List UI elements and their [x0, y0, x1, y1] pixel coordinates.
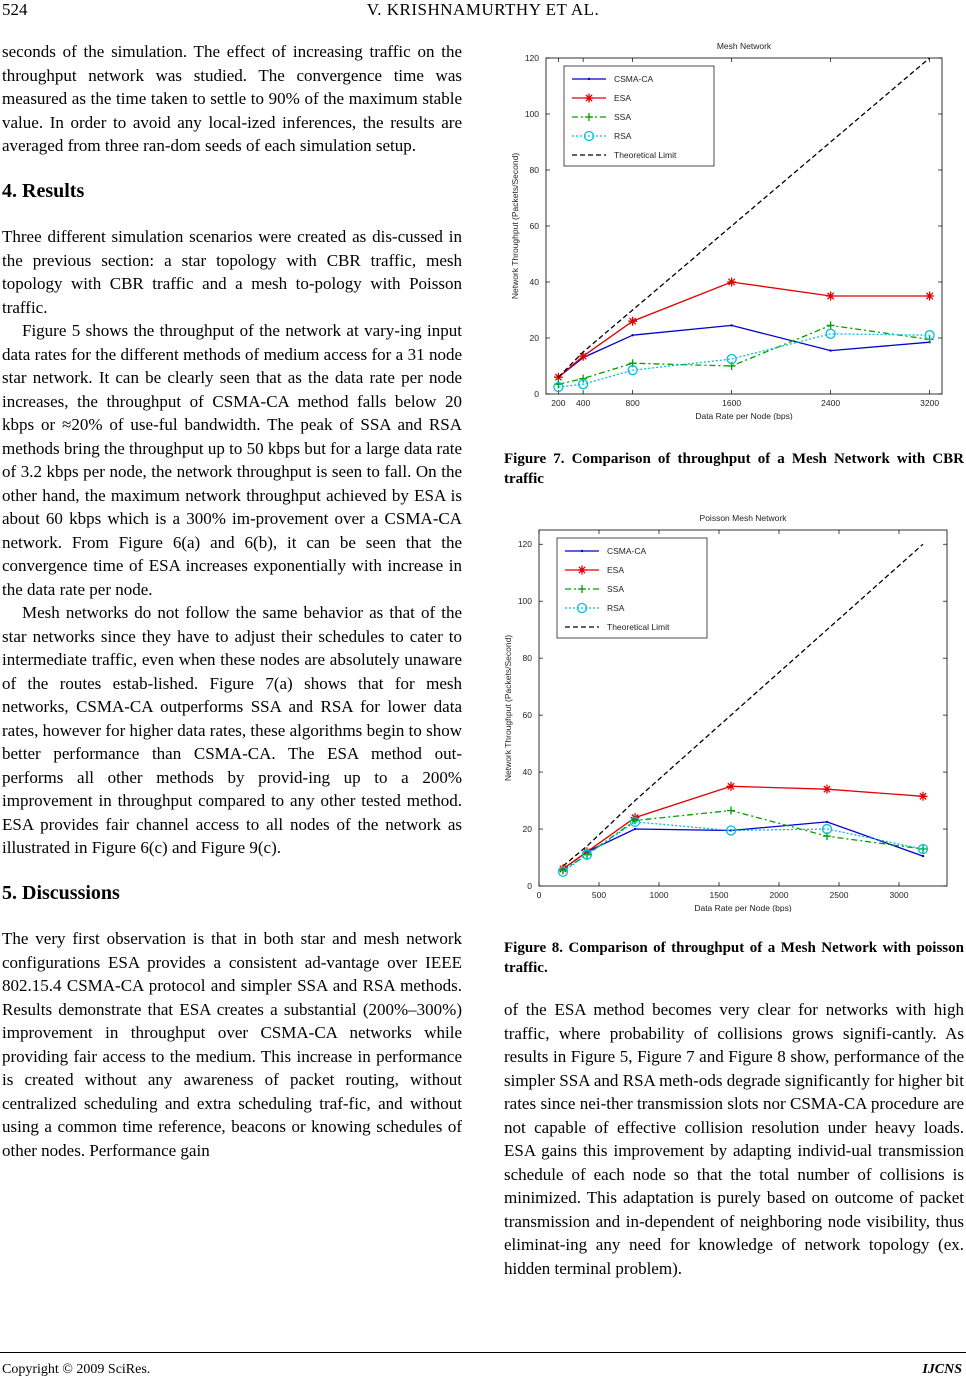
paragraph-2: Three different simulation scenarios were created as dis-cussed in the previous section: a star topology with CBR traffic, mesh topology with CBR traffic and a mesh to-pology with Poisson traffic.: [2, 227, 462, 317]
legend-label-0: CSMA-CA: [607, 546, 647, 556]
y-tick-label-3: 60: [529, 221, 539, 231]
x-tick-label-2: 1000: [649, 890, 669, 900]
x-tick-label-0: 0: [536, 890, 542, 900]
y-tick-label-6: 120: [517, 539, 532, 550]
figure-7-caption-block: [504, 449, 964, 489]
x-tick-label-6: 3000: [889, 890, 909, 900]
x-tick-label-1: 400: [576, 398, 591, 408]
chart-title: Mesh Network: [716, 41, 772, 51]
y-tick-label-5: 100: [517, 596, 532, 607]
left-column: [2, 40, 462, 1162]
x-tick-label-4: 2400: [821, 398, 841, 408]
csma-ca-marker-2: [634, 828, 636, 830]
x-axis-label: Data Rate per Node (bps): [694, 903, 792, 912]
footer-copyright: Copyright © 2009 SciRes.: [2, 1362, 151, 1377]
chart-title: Poisson Mesh Network: [699, 513, 787, 523]
y-tick-label-4: 80: [529, 165, 539, 175]
legend-label-4: Theoretical Limit: [607, 622, 670, 632]
y-tick-label-5: 100: [524, 109, 539, 119]
y-tick-label-1: 20: [529, 333, 539, 343]
y-tick-label-1: 20: [522, 824, 532, 835]
section-heading-discussions: 5. Discussions: [2, 881, 120, 904]
paragraph-6: of the ESA method becomes very clear for networks with high traffic, where probability of collisions grows signifi-cantly. As results in Figure 5, Figure 7 and Figure 8 show, performance of the simpler SSA and RSA meth-ods degrade significantly for higher bit rates since nei-ther transmission slots nor CSMA-CA procedure are not capable of effective collision resolution under heavy loads. ESA gains this improvement by adapting individ-ual transmission schedule of each node so that the total number of collisions is minimized. This adaptation is purely based on outcome of packet transmission and in-dependent of neighboring node visibility, thus eliminat-ing any need for knowledge of network topology (ex. hidden terminal problem).: [504, 1000, 964, 1278]
x-tick-label-3: 1500: [709, 890, 729, 900]
right-column-text: [504, 998, 964, 1280]
csma-ca-marker-legend: [581, 550, 583, 552]
x-axis-label: Data Rate per Node (bps): [695, 411, 793, 420]
figure-8: [504, 510, 966, 917]
y-tick-label-3: 60: [522, 710, 532, 721]
figure-8-caption: Figure 8. Comparison of throughput of a Mesh Network with poisson traffic.: [504, 940, 964, 976]
x-tick-label-2: 800: [625, 398, 640, 408]
legend-label-2: SSA: [607, 584, 625, 594]
y-tick-label-6: 120: [524, 53, 539, 63]
x-tick-label-1: 500: [591, 890, 607, 900]
x-tick-label-5: 2500: [829, 890, 849, 900]
y-tick-label-2: 40: [522, 767, 532, 778]
figure-8-caption-block: [504, 938, 964, 978]
x-tick-label-3: 1600: [722, 398, 742, 408]
section-heading-results: 4. Results: [2, 179, 85, 202]
csma-ca-marker-legend: [588, 78, 590, 80]
legend-label-4: Theoretical Limit: [614, 150, 677, 160]
legend-label-1: ESA: [607, 565, 625, 575]
y-axis-label: Network Throughput (Packets/Second): [510, 152, 520, 300]
figure-7-caption: Figure 7. Comparison of throughput of a Mesh Network with CBR traffic: [504, 451, 964, 487]
figure-7: [504, 38, 966, 425]
csma-ca-marker-2: [631, 334, 633, 336]
csma-ca-marker-3: [730, 324, 732, 326]
footer-journal: IJCNS: [922, 1362, 962, 1377]
legend-label-1: ESA: [614, 93, 632, 103]
csma-ca-marker-4: [826, 821, 828, 823]
paragraph-1: seconds of the simulation. The effect of increasing traffic on the throughput network was studied. The convergence time was measured as the time taken to settle to 90% of the maximum stable value. In order to avoid any local-ized inferences, the results are averaged from three ran-dom seeds of each simulation setup.: [2, 42, 462, 155]
csma-ca-marker-4: [829, 349, 831, 351]
y-tick-label-4: 80: [522, 653, 532, 664]
footer-rule: [0, 1352, 966, 1353]
legend-label-3: RSA: [614, 131, 632, 141]
x-tick-label-0: 200: [551, 398, 566, 408]
y-tick-label-0: 0: [534, 389, 539, 399]
csma-ca-marker-5: [922, 855, 924, 857]
x-tick-label-4: 2000: [769, 890, 789, 900]
running-header: V. KRISHNAMURTHY ET AL.: [366, 0, 600, 19]
paragraph-3: Figure 5 shows the throughput of the network at vary-ing input data rates for the different methods of medium access for a 31 node star network. It can be clearly seen that as the data rate per node increases, the throughput of CSMA-CA method falls below 20 kbps or ≈20% of use-ful bandwidth. The peak of SSA and RSA methods bring the throughput up to 50 kbps but for a large data rate of 3.2 kbps per node, the network throughput is seen to fall. On the other hand, the maximum network throughput achieved by ESA is about 60 kbps which is a 300% im-provement over a CSMA-CA network. From Figure 6(a) and 6(b), it can be seen that the convergence time of ESA increases exponentially with increase in the data rate per node.: [2, 321, 463, 599]
legend-label-0: CSMA-CA: [614, 74, 654, 84]
poisson-mesh-network-chart: [504, 510, 966, 912]
paragraph-5: The very first observation is that in both star and mesh network configurations ESA provides a consistent ad-vantage over IEEE 802.15.4 CSMA-CA protocol and simpler SSA and RSA methods. Results demonstrate that ESA creates a substantial (200%–300%) improvement in throughput over CSMA-CA networks while providing fair access to the medium. This increase in performance is created without any awareness of packet routing, without centralized scheduling and extra scheduling traf-fic, and without using a common time reference, beacons or knowing schedules of other nodes. Performance gain: [2, 929, 462, 1160]
y-tick-label-2: 40: [529, 277, 539, 287]
page-number: 524: [2, 0, 28, 19]
y-tick-label-0: 0: [527, 881, 532, 891]
y-axis-label: Network Throughput (Packets/Second): [504, 634, 513, 782]
legend-label-3: RSA: [607, 603, 625, 613]
mesh-network-chart: [504, 38, 966, 420]
paragraph-4: Mesh networks do not follow the same behavior as that of the star networks since they have to adjust their schedules to cater to intermediate traffic, even when these nodes are absolutely unaware of the routes estab-lished. Figure 7(a) shows that for mesh networks, CSMA-CA outperforms SSA and RSA for lower data rates, however for higher data rates, these algorithms begin to show better performance than CSMA-CA. The ESA method out-performs all other methods by provid-ing up to a 200% improvement in throughput compared to any other tested method. ESA provides fair channel access to all nodes of the network as illustrated in Figure 6(c) and Figure 9(c).: [2, 603, 462, 857]
legend-label-2: SSA: [614, 112, 632, 122]
x-tick-label-5: 3200: [920, 398, 940, 408]
